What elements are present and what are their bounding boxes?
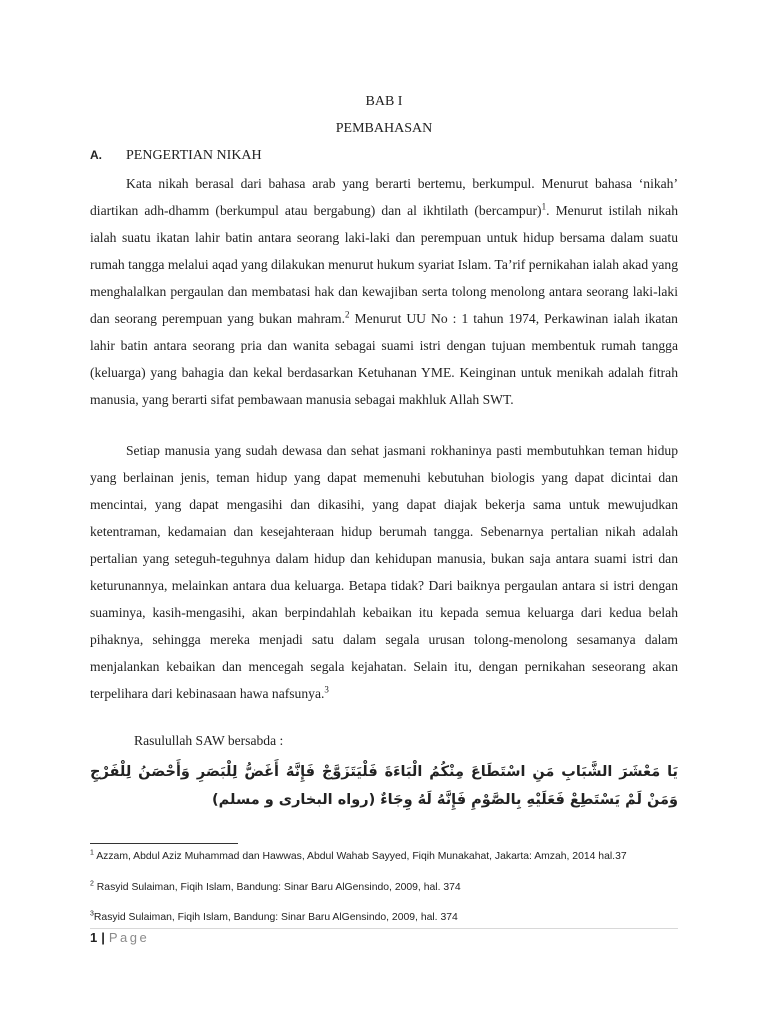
footnote-separator <box>90 843 238 844</box>
footnote-1-number: 1 <box>90 849 94 857</box>
footnote-ref-1[interactable]: 1 <box>541 201 547 212</box>
footnote-2-number: 2 <box>90 880 94 888</box>
section-title: PENGERTIAN NIKAH <box>126 148 262 163</box>
section-letter: A. <box>90 148 102 162</box>
paragraph-1-text-c: Menurut UU No : 1 tahun 1974, Perkawinan ialah ikatan lahir batin antara seorang pria dan wanita sebagai suami istri dengan tujuan membentuk rumah tangga (keluarga) yang bahagia dan kekal berdasarkan Ketuhanan YME. Keinginan untuk menikah adalah fitrah manusia, yang berarti sifat pembawaan manusia sebagai makhluk Allah SWT. <box>90 311 678 407</box>
page-footer <box>90 930 149 945</box>
chapter-title: PEMBAHASAN <box>335 121 433 136</box>
footnote-ref-2[interactable]: 2 <box>345 309 350 320</box>
paragraph-2-text: Setiap manusia yang sudah dewasa dan sehat jasmani rokhaninya pasti membutuhkan teman hidup yang berlainan jenis, teman hidup yang dapat memenuhi kebutuhan biologis yang dapat dicintai dan mencintai, yang dapat mengasihi dan dikasihi, yang dapat diajak bekerja sama untuk mewujudkan ketentraman, kedamaian dan kesejahteraan hidup berumah tangga. Sebenarnya pertalian nikah adalah pertalian yang seteguh-teguhnya dalam hidup dan kehidupan manusia, bukan saja antara suami istri dan keturunannya, melainkan antara dua keluarga. Betapa tidak? Dari baiknya pergaulan antara si istri dengan suaminya, kasih-mengasihi, akan berpindahlah kebaikan itu kepada semua keluarga dari kedua belah pihaknya, sehingga mereka menjadi satu dalam segala urusan tolong-menolong sesamanya dalam menjalankan kebaikan dan mencegah segala kejahatan. Selain itu, dengan pernikahan seseorang akan terpelihara dari kebinasaan hawa nafsunya. <box>90 443 678 701</box>
hadith-intro: Rasulullah SAW bersabda : <box>134 733 284 748</box>
section-heading <box>90 148 678 164</box>
paragraph-2 <box>90 437 678 707</box>
footer-separator-bar: | <box>101 930 105 945</box>
footnote-2 <box>90 882 710 893</box>
footnote-1 <box>90 851 710 862</box>
footnote-1-text: Azzam, Abdul Aziz Muhammad dan Hawwas, Abdul Wahab Sayyed, Fiqih Munakahat, Jakarta: Amzah, 2014 hal.37 <box>93 851 627 862</box>
footnote-3 <box>90 912 710 923</box>
footer-separator <box>90 928 678 929</box>
chapter-heading: BAB I <box>365 94 403 109</box>
footnote-ref-3[interactable]: 3 <box>324 684 329 695</box>
paragraph-1-text-a: Kata nikah berasal dari bahasa arab yang berarti bertemu, berkumpul. Menurut bahasa ‘nikah’ diartikan adh-dhamm (berkumpul atau bergabung) dan al ikhtilath (bercampur) <box>90 176 678 218</box>
footnote-2-text: Rasyid Sulaiman, Fiqih Islam, Bandung: Sinar Baru AlGensindo, 2009, hal. 374 <box>93 882 461 893</box>
paragraph-1 <box>90 170 678 413</box>
page-label: Page <box>108 930 150 945</box>
footnote-3-text: Rasyid Sulaiman, Fiqih Islam, Bandung: Sinar Baru AlGensindo, 2009, hal. 374 <box>93 912 458 923</box>
footnote-3-number: 3 <box>90 910 94 918</box>
paragraph-1-text-b: . Menurut istilah nikah ialah suatu ikatan lahir batin antara seorang laki-laki dan perempuan untuk hidup bersama dalam suatu rumah tangga melalui aqad yang dilakukan menurut hukum syariat Islam. Ta’rif pernikahan ialah akad yang menghalalkan pergaulan dan membatasi hak dan kewajiban serta tolong menolong antara seorang laki-laki dan seorang perempuan yang bukan mahram. <box>90 203 678 326</box>
hadith-arabic-text: يَا مَعْشَرَ الشَّبَابِ مَنِ اسْتَطَاعَ مِنْكُمُ الْبَاءَةَ فَلْيَتَزَوَّجْ فَإِنَّهُ أَغَضُّ لِلْبَصَرِ وَأَحْصَنُ لِلْفَرْجِ وَمَنْ لَمْ يَسْتَطِعْ فَعَلَيْهِ بِالصَّوْمِ فَإِنَّهُ لَهُ وِجَاءٌ (رواه البخارى و مسلم) <box>90 764 678 808</box>
page-number: 1 <box>90 930 98 945</box>
